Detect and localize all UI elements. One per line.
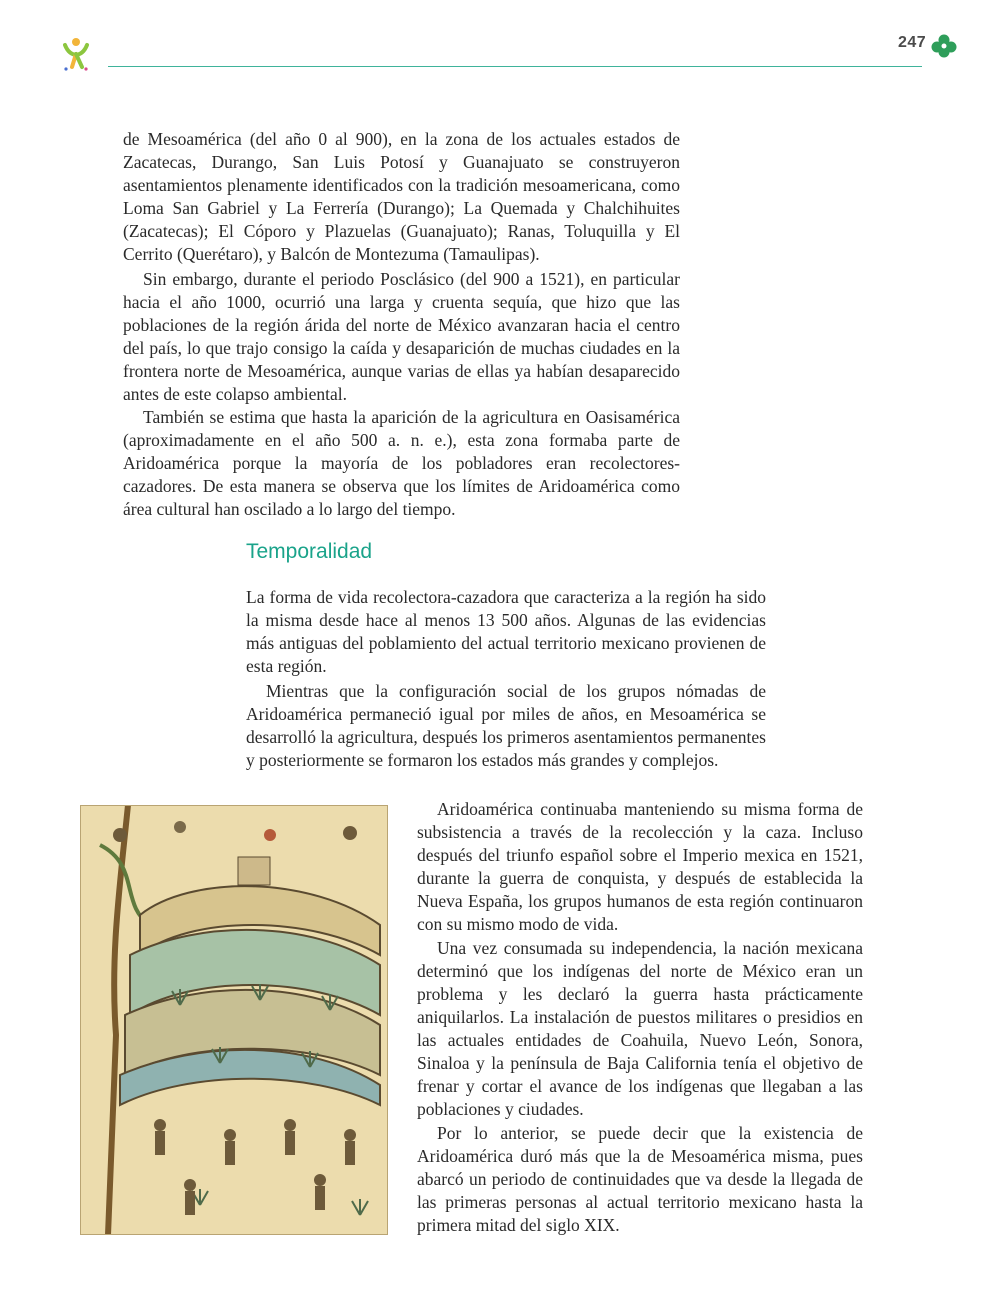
intro-paragraph-2: Sin embargo, durante el periodo Posclásico (del 900 a 1521), en particular hacia el año 1000, ocurrió una larga y cruenta sequía, que hizo que las poblaciones de la región árida del norte de México avanzaran hacia el centro del país, lo que trajo consigo la caída y desaparición de muchas ciudades en la frontera norte de Mesoamérica, aunque varias de ellas ya habían desaparecido antes de este colapso ambiental. <box>123 269 680 404</box>
page-number: 247 <box>898 34 927 51</box>
clover-icon <box>931 34 957 58</box>
stylized-person-icon <box>60 34 106 74</box>
intro-paragraph-1: de Mesoamérica (del año 0 al 900), en la zona de los actuales estados de Zacatecas, Durango, San Luis Potosí y Guanajuato se construyeron asentamientos plenamente identificados con la tradición mesoamericana, como Loma San Gabriel y La Ferrería (Durango); La Quemada y Chalchihuites (Zacatecas); El Cóporo y Plazuelas (Guanajuato); Ranas, Toluquilla y El Cerrito (Querétaro), y Balcón de Montezuma (Tamaulipas). <box>123 129 680 264</box>
section-paragraph-4: Una vez consumada su independencia, la nación mexicana determinó que los indígenas del norte de México eran un problema y les declaró la guerra hasta prácticamente aniquilarlos. La instalación de puestos militares o presidios en las actuales entidades de Coahuila, Nuevo León, Sonora, Sinaloa y la península de Baja California tenía el objetivo de frenar y cortar el avance de los indígenas que llegaban a las poblaciones y ciudades. <box>417 938 863 1119</box>
section-heading: Temporalidad <box>246 540 373 563</box>
section-paragraph-5: Por lo anterior, se puede decir que la existencia de Aridoamérica duró más que la de Mesoamérica misma, pues abarcó un periodo de continuidades que va desde la llegada de las primeras personas al actual territorio mexicano hasta la primera mitad del siglo XIX. <box>417 1123 863 1235</box>
header-rule <box>108 66 922 67</box>
section-paragraph-2: Mientras que la configuración social de los grupos nómadas de Aridoamérica permaneció igual por miles de años, en Mesoamérica se desarrolló la agricultura, después los primeros asentamientos permanentes y posteriormente se formaron los estados más grandes y complejos. <box>246 681 766 770</box>
section-paragraph-3: Aridoamérica continuaba manteniendo su misma forma de subsistencia a través de la recolección y la caza. Incluso después del triunfo español sobre el Imperio mexica en 1521, durante la guerra de conquista, y después de establecida la Nueva España, los grupos humanos de esta región continuaron con su mismo modo de vida. <box>417 799 863 934</box>
codex-illustration <box>80 805 388 1235</box>
section-paragraph-1: La forma de vida recolectora-cazadora que caracteriza a la región ha sido la misma desde hace al menos 13 500 años. Algunas de las evidencias más antiguas del poblamiento del actual territorio mexicano provienen de esta región. <box>246 587 766 676</box>
intro-paragraph-3: También se estima que hasta la aparición de la agricultura en Oasisamérica (aproximadamente en el año 500 a. n. e.), esta zona formaba parte de Aridoamérica porque la mayoría de los pobladores eran recolectores-cazadores. De esta manera se observa que los límites de Aridoamérica como área cultural han oscilado a lo largo del tiempo. <box>123 407 680 519</box>
